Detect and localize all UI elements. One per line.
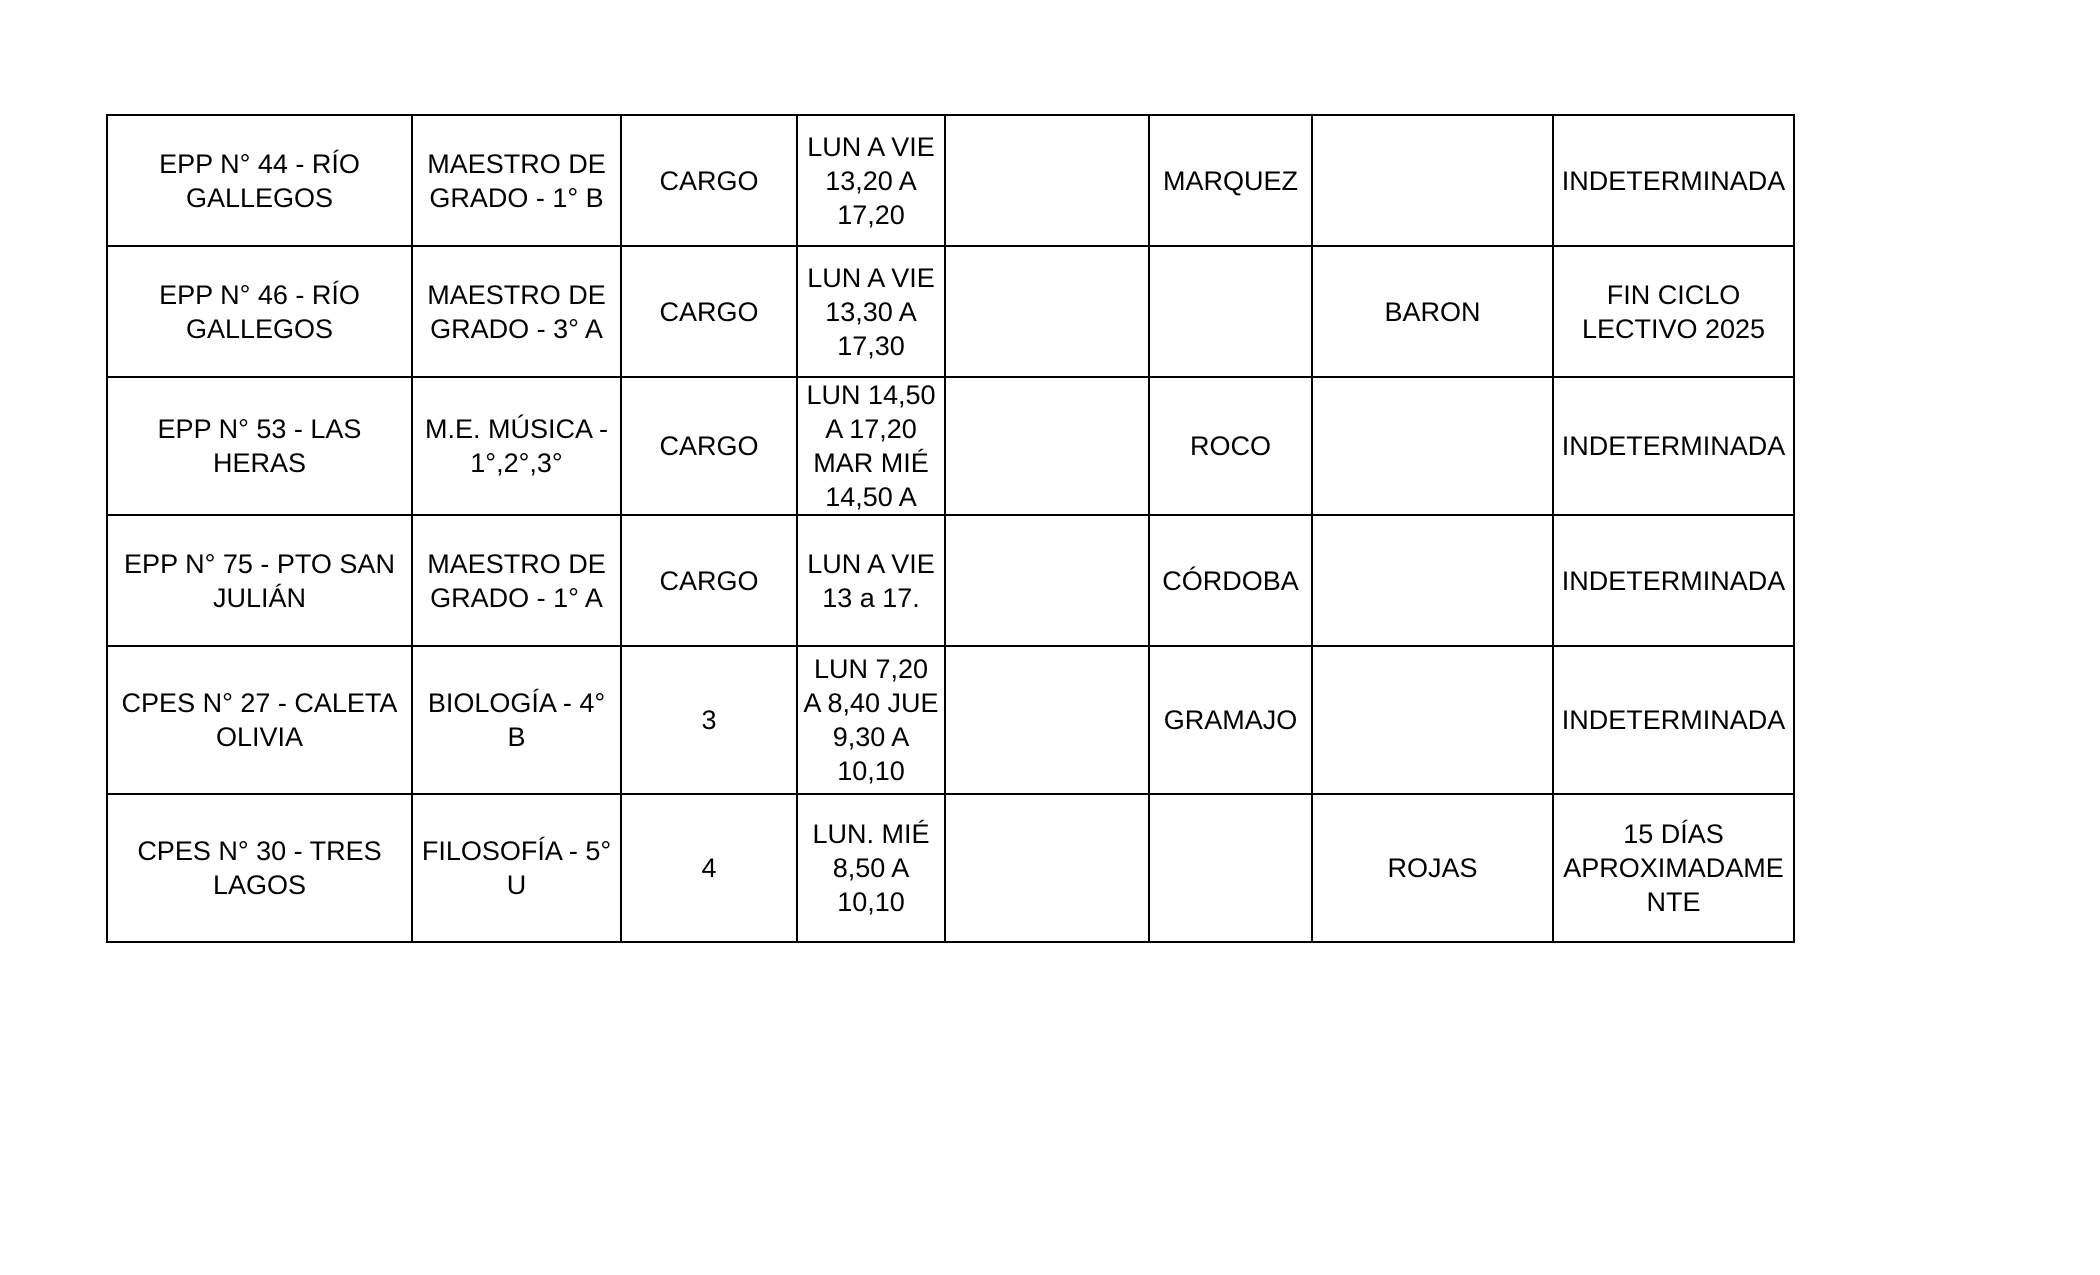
replacement-cell: BARON xyxy=(1312,246,1553,377)
school-cell: EPP N° 53 - LAS HERAS xyxy=(107,377,412,515)
hours-cell: CARGO xyxy=(621,377,797,515)
holder-cell: GRAMAJO xyxy=(1149,646,1312,794)
empty-cell xyxy=(945,794,1149,942)
table-row xyxy=(107,115,1794,246)
duration-cell: INDETERMINADA xyxy=(1553,115,1794,246)
schedule-cell: LUN A VIE 13,20 A 17,20 xyxy=(797,115,945,246)
holder-cell: MARQUEZ xyxy=(1149,115,1312,246)
table-row xyxy=(107,246,1794,377)
schedule-cell: LUN 14,50 A 17,20 MAR MIÉ 14,50 A xyxy=(797,377,945,515)
empty-cell xyxy=(945,377,1149,515)
replacement-cell xyxy=(1312,115,1553,246)
hours-cell: CARGO xyxy=(621,515,797,646)
replacement-cell xyxy=(1312,515,1553,646)
school-cell: EPP N° 75 - PTO SAN JULIÁN xyxy=(107,515,412,646)
hours-cell: CARGO xyxy=(621,115,797,246)
duration-cell: INDETERMINADA xyxy=(1553,515,1794,646)
schedule-cell: LUN A VIE 13,30 A 17,30 xyxy=(797,246,945,377)
holder-cell: ROCO xyxy=(1149,377,1312,515)
hours-cell: 4 xyxy=(621,794,797,942)
position-cell: MAESTRO DE GRADO - 1° B xyxy=(412,115,621,246)
duration-cell: INDETERMINADA xyxy=(1553,377,1794,515)
holder-cell: CÓRDOBA xyxy=(1149,515,1312,646)
schedule-cell: LUN 7,20 A 8,40 JUE 9,30 A 10,10 xyxy=(797,646,945,794)
schedule-cell: LUN A VIE 13 a 17. xyxy=(797,515,945,646)
position-cell: M.E. MÚSICA - 1°,2°,3° xyxy=(412,377,621,515)
empty-cell xyxy=(945,515,1149,646)
duration-cell: 15 DÍAS APROXIMADAME NTE xyxy=(1553,794,1794,942)
replacement-cell: ROJAS xyxy=(1312,794,1553,942)
replacement-cell xyxy=(1312,646,1553,794)
empty-cell xyxy=(945,246,1149,377)
data-table xyxy=(106,114,1795,943)
position-cell: BIOLOGÍA - 4° B xyxy=(412,646,621,794)
table-row xyxy=(107,377,1794,515)
table-row xyxy=(107,646,1794,794)
school-cell: CPES N° 30 - TRES LAGOS xyxy=(107,794,412,942)
position-cell: MAESTRO DE GRADO - 1° A xyxy=(412,515,621,646)
hours-cell: 3 xyxy=(621,646,797,794)
holder-cell xyxy=(1149,246,1312,377)
school-cell: EPP N° 44 - RÍO GALLEGOS xyxy=(107,115,412,246)
position-cell: FILOSOFÍA - 5° U xyxy=(412,794,621,942)
school-cell: EPP N° 46 - RÍO GALLEGOS xyxy=(107,246,412,377)
school-cell: CPES N° 27 - CALETA OLIVIA xyxy=(107,646,412,794)
replacement-cell xyxy=(1312,377,1553,515)
holder-cell xyxy=(1149,794,1312,942)
empty-cell xyxy=(945,115,1149,246)
empty-cell xyxy=(945,646,1149,794)
schedule-cell: LUN. MIÉ 8,50 A 10,10 xyxy=(797,794,945,942)
duration-cell: INDETERMINADA xyxy=(1553,646,1794,794)
table-row xyxy=(107,794,1794,942)
duration-cell: FIN CICLO LECTIVO 2025 xyxy=(1553,246,1794,377)
table-row xyxy=(107,515,1794,646)
hours-cell: CARGO xyxy=(621,246,797,377)
position-cell: MAESTRO DE GRADO - 3° A xyxy=(412,246,621,377)
